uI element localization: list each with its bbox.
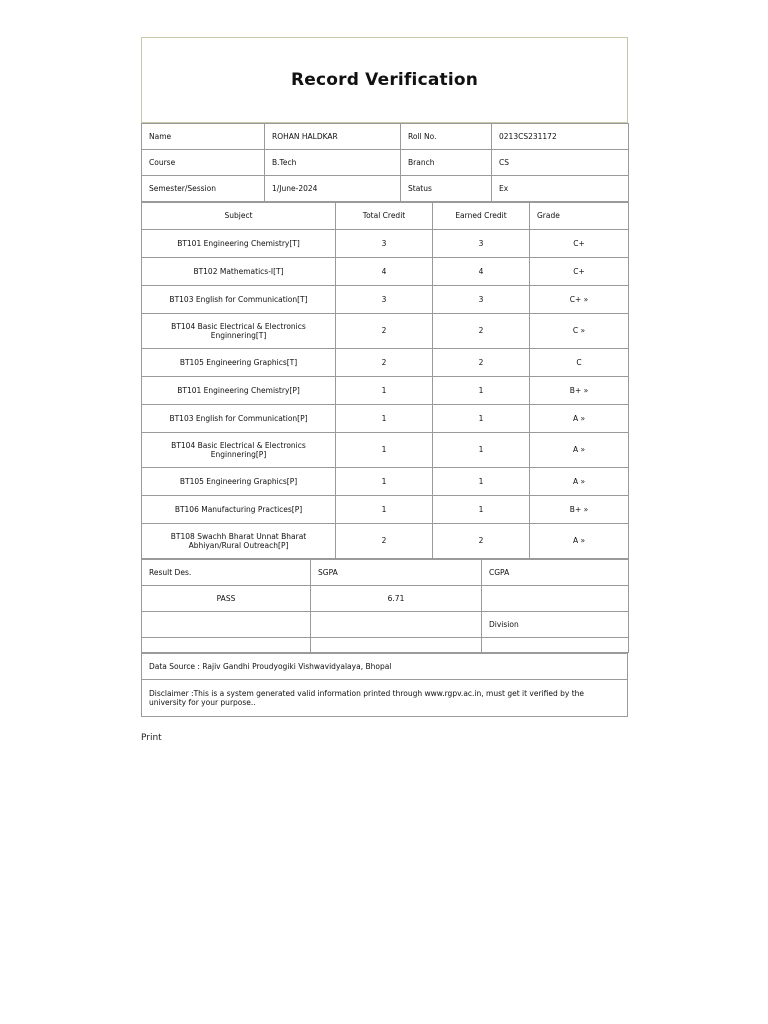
grade-cell: C [530, 349, 629, 377]
empty-cell [142, 638, 311, 653]
total-credit-cell: 4 [336, 258, 433, 286]
grade-cell: C+ [530, 258, 629, 286]
roll-value: 0213CS231172 [492, 124, 629, 150]
subject-cell: BT101 Engineering Chemistry[P] [142, 377, 336, 405]
student-info-table [141, 123, 629, 202]
empty-cell [142, 612, 311, 638]
print-link[interactable]: Print [141, 733, 162, 743]
grade-cell: C » [530, 314, 629, 349]
info-row-course [142, 150, 629, 176]
session-value: 1/June-2024 [265, 176, 401, 202]
division-value-row [142, 638, 629, 653]
total-credit-cell: 3 [336, 230, 433, 258]
course-label: Course [142, 150, 265, 176]
grade-cell: B+ » [530, 377, 629, 405]
division-row [142, 612, 629, 638]
cgpa-value [482, 586, 629, 612]
sgpa-label: SGPA [311, 560, 482, 586]
earned-credit-cell: 1 [433, 433, 530, 468]
earned-credit-cell: 2 [433, 349, 530, 377]
earned-credit-cell: 3 [433, 230, 530, 258]
total-credit-cell: 3 [336, 286, 433, 314]
roll-label: Roll No. [401, 124, 492, 150]
footer-table [141, 653, 628, 717]
subject-cell: BT108 Swachh Bharat Unnat Bharat Abhiyan/Rural Outreach[P] [142, 524, 336, 559]
total-credit-cell: 1 [336, 468, 433, 496]
header-subject: Subject [142, 203, 336, 230]
subject-cell: BT104 Basic Electrical & Electronics Enginnering[T] [142, 314, 336, 349]
earned-credit-cell: 1 [433, 377, 530, 405]
result-header-row [142, 560, 629, 586]
grade-cell: C+ [530, 230, 629, 258]
empty-cell [311, 638, 482, 653]
status-label: Status [401, 176, 492, 202]
table-row [142, 230, 629, 258]
branch-value: CS [492, 150, 629, 176]
earned-credit-cell: 1 [433, 496, 530, 524]
division-value [482, 638, 629, 653]
subject-cell: BT101 Engineering Chemistry[T] [142, 230, 336, 258]
info-row-name [142, 124, 629, 150]
earned-credit-cell: 1 [433, 405, 530, 433]
course-value: B.Tech [265, 150, 401, 176]
header-earned-credit: Earned Credit [433, 203, 530, 230]
table-row [142, 468, 629, 496]
table-row [142, 496, 629, 524]
grades-table [141, 202, 629, 559]
total-credit-cell: 2 [336, 524, 433, 559]
total-credit-cell: 1 [336, 405, 433, 433]
disclaimer: Disclaimer :This is a system generated valid information printed through www.rgpv.ac.in, must get it verified by the university for your purpose.. [142, 680, 628, 717]
table-row [142, 314, 629, 349]
result-label: Result Des. [142, 560, 311, 586]
subject-cell: BT106 Manufacturing Practices[P] [142, 496, 336, 524]
subject-cell: BT105 Engineering Graphics[P] [142, 468, 336, 496]
page-title: Record Verification [290, 70, 479, 90]
total-credit-cell: 1 [336, 433, 433, 468]
cgpa-label: CGPA [482, 560, 629, 586]
grade-cell: A » [530, 468, 629, 496]
header-total-credit: Total Credit [336, 203, 433, 230]
empty-cell [311, 612, 482, 638]
name-value: ROHAN HALDKAR [265, 124, 401, 150]
grades-header-row [142, 203, 629, 230]
total-credit-cell: 1 [336, 496, 433, 524]
table-row [142, 377, 629, 405]
title-box [141, 37, 628, 123]
earned-credit-cell: 3 [433, 286, 530, 314]
name-label: Name [142, 124, 265, 150]
grade-cell: A » [530, 433, 629, 468]
table-row [142, 286, 629, 314]
info-row-session [142, 176, 629, 202]
total-credit-cell: 1 [336, 377, 433, 405]
grade-cell: A » [530, 524, 629, 559]
session-label: Semester/Session [142, 176, 265, 202]
grade-cell: A » [530, 405, 629, 433]
grade-cell: C+ » [530, 286, 629, 314]
earned-credit-cell: 2 [433, 314, 530, 349]
subject-cell: BT102 Mathematics-I[T] [142, 258, 336, 286]
total-credit-cell: 2 [336, 349, 433, 377]
earned-credit-cell: 2 [433, 524, 530, 559]
result-value-row [142, 586, 629, 612]
subject-cell: BT105 Engineering Graphics[T] [142, 349, 336, 377]
data-source: Data Source : Rajiv Gandhi Proudyogiki Vishwavidyalaya, Bhopal [142, 654, 628, 680]
sgpa-value: 6.71 [311, 586, 482, 612]
table-row [142, 258, 629, 286]
table-row [142, 349, 629, 377]
header-grade: Grade [530, 203, 629, 230]
result-value: PASS [142, 586, 311, 612]
table-row [142, 433, 629, 468]
table-row [142, 405, 629, 433]
subject-cell: BT103 English for Communication[P] [142, 405, 336, 433]
record-sheet [141, 37, 628, 717]
subject-cell: BT104 Basic Electrical & Electronics Enginnering[P] [142, 433, 336, 468]
table-row [142, 524, 629, 559]
result-table [141, 559, 629, 653]
grade-cell: B+ » [530, 496, 629, 524]
total-credit-cell: 2 [336, 314, 433, 349]
earned-credit-cell: 4 [433, 258, 530, 286]
subject-cell: BT103 English for Communication[T] [142, 286, 336, 314]
division-label: Division [482, 612, 629, 638]
earned-credit-cell: 1 [433, 468, 530, 496]
branch-label: Branch [401, 150, 492, 176]
status-value: Ex [492, 176, 629, 202]
